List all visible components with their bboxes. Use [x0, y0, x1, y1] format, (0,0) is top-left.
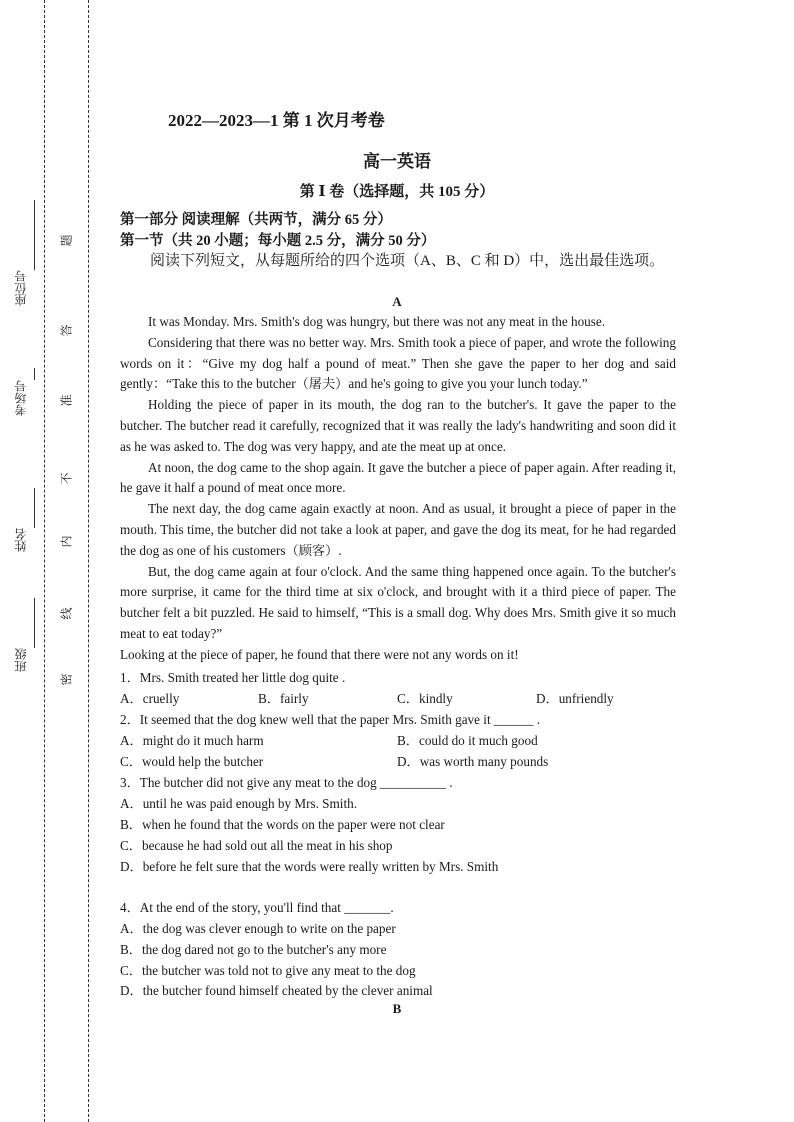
- question-1-option-a: A．cruelly: [120, 691, 180, 706]
- question-1-option-b: B．fairly: [258, 691, 309, 706]
- question-2-stem: 2．It seemed that the dog knew well that the paper Mrs. Smith gave it ______ .: [120, 712, 541, 727]
- passage-paragraph: Considering that there was no better way. Mrs. Smith took a piece of paper, and wrote the following words on it：“Give my dog half a pound of meat.” Then she gave the paper to her dog and said gently：“Take this to the butcher（屠夫）and he's going to give you your lunch today.”: [120, 334, 676, 392]
- field-class-blank: [34, 598, 35, 648]
- field-exam-room-blank: [34, 368, 35, 380]
- question-3-option-d: D．before he felt sure that the words were really written by Mrs. Smith: [120, 859, 499, 874]
- question-2-option-a: A．might do it much harm: [120, 733, 264, 748]
- question-3-option-b: B．when he found that the words on the paper were not clear: [120, 817, 445, 832]
- seal-char: 准: [59, 394, 74, 407]
- seal-char: 密: [59, 673, 74, 686]
- question-4-option-c: C．the butcher was told not to give any meat to the dog: [120, 963, 416, 978]
- question-4-stem: 4．At the end of the story, you'll find that _______.: [120, 900, 394, 915]
- field-name-blank: [34, 488, 35, 528]
- part-heading: 第一部分 阅读理解（共两节，满分 65 分）: [120, 212, 392, 228]
- field-class-label: 班级: [14, 648, 28, 672]
- passage-a: [120, 312, 676, 666]
- field-name: [10, 488, 32, 568]
- question-4-option-a: A．the dog was clever enough to write on the paper: [120, 921, 396, 936]
- field-class: [10, 598, 32, 680]
- question-3-stem: 3．The butcher did not give any meat to the dog __________ .: [120, 775, 453, 790]
- question-2-option-b: B．could do it much good: [397, 733, 538, 748]
- seal-char: 答: [59, 324, 74, 337]
- question-2-option-c: C．would help the butcher: [120, 754, 264, 769]
- question-4-option-b: B．the dog dared not go to the butcher's any more: [120, 942, 387, 957]
- question-1-option-d: D．unfriendly: [536, 691, 614, 706]
- instruction-text: 阅读下列短文，从每题所给的四个选项（A、B、C 和 D）中，选出最佳选项。: [150, 253, 665, 269]
- passage-paragraph: But, the dog came again at four o'clock. And the same thing happened once again. To the butcher's more surprise, it came for the third time at six o'clock, and brought with it a third piece of paper. The butcher felt a bit puzzled. He said to himself, “This is a small dog. Why does Mrs. Smith give it so much meat to eat today?”: [120, 563, 676, 641]
- passage-b-letter: B: [392, 1001, 402, 1016]
- passage-paragraph: At noon, the dog came to the shop again. It gave the butcher a piece of paper again. After reading it, he gave it half a pound of meat once more.: [120, 459, 676, 496]
- passage-paragraph: It was Monday. Mrs. Smith's dog was hungry, but there was not any meat in the house.: [148, 314, 606, 329]
- seal-char: 内: [59, 535, 74, 548]
- question-2-option-d: D．was worth many pounds: [397, 754, 549, 769]
- seal-char: 线: [59, 607, 74, 620]
- section-heading: 第一节（共 20 小题；每小题 2.5 分，满分 50 分）: [120, 233, 436, 249]
- question-1-option-c: C．kindly: [397, 691, 453, 706]
- subject-title: 高一英语: [363, 152, 431, 171]
- field-exam-room: [10, 368, 32, 468]
- seal-char: 题: [59, 234, 74, 247]
- exam-title: 2022—2023—1 第 1 次月考卷: [168, 111, 385, 130]
- volume-title: 第 Ⅰ 卷（选择题，共 105 分）: [299, 184, 495, 200]
- field-seat-label: 座位号: [14, 270, 28, 306]
- seal-char: 不: [59, 472, 74, 485]
- passage-a-letter: A: [392, 294, 402, 309]
- question-3-option-a: A．until he was paid enough by Mrs. Smith.: [120, 796, 357, 811]
- passage-paragraph: The next day, the dog came again exactly at noon. And as usual, it brought a piece of paper in the mouth. This time, the butcher did not take a look at paper, and gave the dog its meat, for he had regarded the dog as one of his customers（顾客）.: [120, 501, 676, 558]
- question-1-stem: 1．Mrs. Smith treated her little dog quite .: [120, 670, 346, 685]
- passage-paragraph: Holding the piece of paper in its mouth, the dog ran to the butcher's. It gave the paper to the butcher. The butcher read it carefully, recognized that it was really the lady's handwriting and soon did it as he was asked to. The dog was very happy, and ate the meat up at once.: [120, 397, 676, 454]
- question-3-option-c: C．because he had sold out all the meat in his shop: [120, 838, 393, 853]
- question-4-option-d: D．the butcher found himself cheated by the clever animal: [120, 983, 433, 998]
- field-name-label: 姓名: [14, 528, 28, 552]
- field-seat-blank: [34, 200, 35, 270]
- passage-paragraph: Looking at the piece of paper, he found that there were not any words on it!: [120, 646, 519, 662]
- field-exam-room-label: 考场号: [14, 380, 28, 416]
